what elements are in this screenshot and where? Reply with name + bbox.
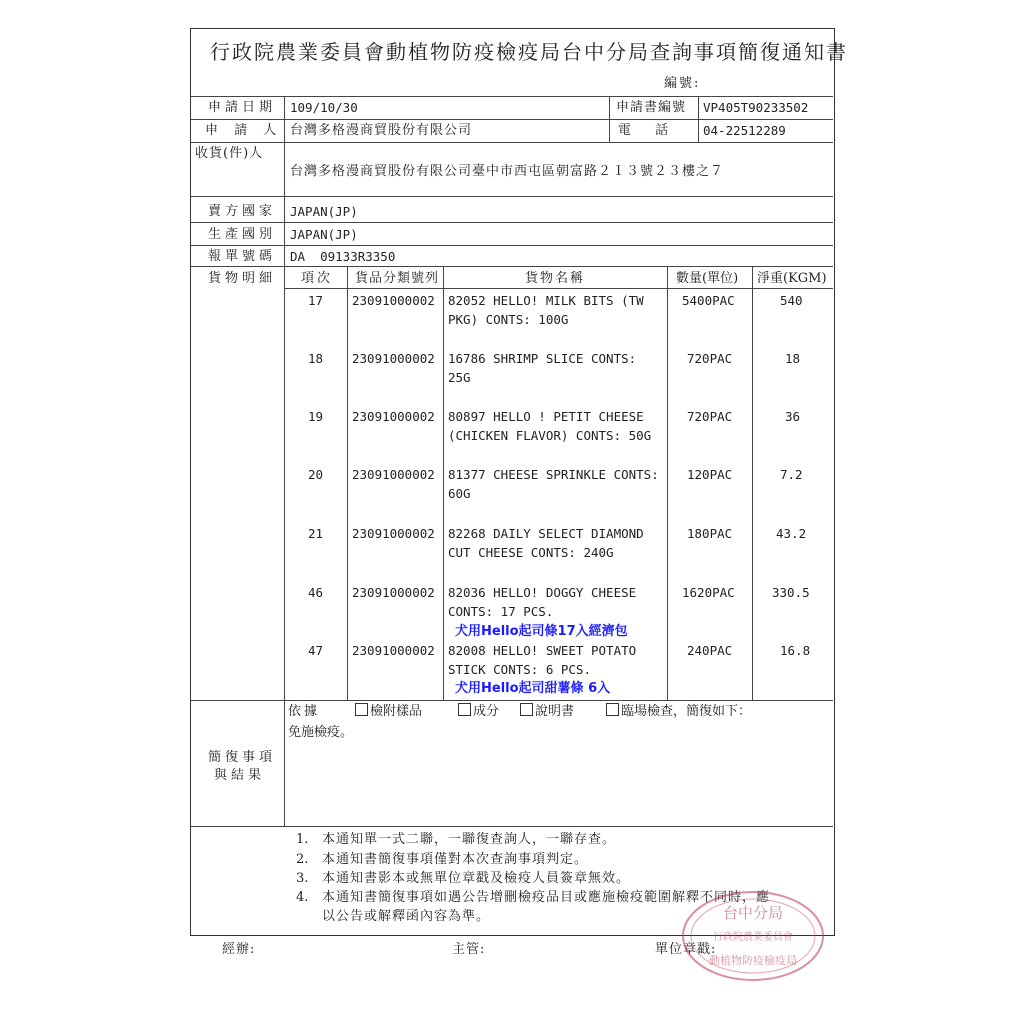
rule-v	[609, 97, 610, 143]
quantity: 240PAC	[687, 643, 733, 658]
note-text: 以公告或解釋函內容為準。	[322, 909, 491, 924]
note-number: 2.	[296, 852, 309, 867]
note-text: 本通知書簡復事項如遇公告增刪檢疫品目或應施檢疫範圍解釋不同時，應	[322, 890, 771, 905]
rule	[191, 266, 833, 267]
goods-name-line1: 82052 HELLO! MILK BITS (TW	[448, 293, 644, 308]
consignee-label: 收貨(件)人	[195, 146, 264, 161]
col-name-header: 貨物名稱	[525, 271, 586, 286]
option-sample: 檢附樣品	[355, 703, 422, 721]
rule	[191, 142, 833, 143]
rule	[191, 96, 833, 97]
quantity: 1620PAC	[682, 585, 735, 600]
quantity: 120PAC	[687, 467, 733, 482]
phone-value: 04-22512289	[703, 123, 786, 138]
net-weight: 36	[785, 409, 801, 424]
option-manual: 說明書	[520, 703, 574, 721]
seller-country-label: 賣方國家	[208, 204, 277, 219]
origin-country-value: JAPAN(JP)	[290, 227, 358, 242]
quantity: 720PAC	[687, 351, 733, 366]
note-text: 本通知單一式二聯，一聯復查詢人，一聯存查。	[322, 832, 617, 847]
goods-name-line2: CONTS: 17 PCS.	[448, 604, 554, 619]
goods-name-line2: 25G	[448, 370, 471, 385]
quantity: 5400PAC	[682, 293, 735, 308]
rule-v	[284, 97, 285, 827]
rule-v	[752, 266, 753, 700]
supervisor-label: 主管:	[452, 942, 486, 957]
stamp-line1: 台中分局	[722, 904, 784, 922]
rule	[191, 700, 833, 701]
apply-date-value: 109/10/30	[290, 100, 358, 115]
goods-name-line1: 82036 HELLO! DOGGY CHEESE	[448, 585, 637, 600]
goods-name-line2: PKG) CONTS: 100G	[448, 312, 569, 327]
net-weight: 330.5	[772, 585, 810, 600]
goods-name-line1: 16786 SHRIMP SLICE CONTS:	[448, 351, 637, 366]
note-number: 1.	[296, 832, 309, 847]
col-item-header: 項次	[301, 271, 334, 286]
item-number: 18	[308, 351, 324, 366]
goods-name-line2: STICK CONTS: 6 PCS.	[448, 662, 591, 677]
rule	[191, 196, 833, 197]
note-number: 3.	[296, 871, 309, 886]
option-ingredients: 成分	[458, 703, 499, 721]
basis-label: 依據	[288, 704, 321, 719]
item-number: 46	[308, 585, 324, 600]
goods-name-line1: 82268 DAILY SELECT DIAMOND	[448, 526, 644, 541]
rule	[191, 222, 833, 223]
form-no-value: VP405T90233502	[703, 100, 809, 115]
rule-v	[667, 266, 668, 700]
reply-section-label-2: 與結果	[214, 768, 266, 783]
col-code-header: 貨品分類號列	[355, 271, 440, 286]
net-weight: 540	[780, 293, 803, 308]
handwritten-note: 犬用Hello起司條17入經濟包	[455, 624, 628, 639]
rule	[191, 826, 833, 827]
applicant-value: 台灣多格漫商貿股份有限公司	[290, 123, 473, 138]
item-number: 20	[308, 467, 324, 482]
declaration-no-label: 報單號碼	[208, 249, 277, 264]
col-qty-header: 數量(單位)	[676, 271, 739, 286]
hs-code: 23091000002	[352, 467, 435, 482]
hs-code: 23091000002	[352, 351, 435, 366]
goods-name-line2: CUT CHEESE CONTS: 240G	[448, 545, 614, 560]
goods-name-line2: 60G	[448, 486, 471, 501]
applicant-label: 申 請 人	[205, 123, 283, 138]
declaration-no-value: DA 09133R3350	[290, 249, 396, 264]
goods-name-line1: 82008 HELLO! SWEET POTATO	[448, 643, 637, 658]
goods-name-line2: (CHICKEN FLAVOR) CONTS: 50G	[448, 428, 652, 443]
apply-date-label: 申請日期	[208, 100, 277, 115]
checkbox-icon	[458, 703, 471, 716]
checkbox-icon	[606, 703, 619, 716]
rule	[284, 288, 833, 289]
rule-v	[347, 266, 348, 700]
note-text: 本通知書影本或無單位章戳及檢疫人員簽章無效。	[322, 871, 631, 886]
item-number: 47	[308, 643, 324, 658]
hs-code: 23091000002	[352, 526, 435, 541]
item-number: 19	[308, 409, 324, 424]
option-onsite-inspection: 臨場檢查，簡復如下：	[606, 703, 751, 721]
checkbox-icon	[355, 703, 368, 716]
hs-code: 23091000002	[352, 409, 435, 424]
unit-seal-label: 單位章戳:	[655, 942, 717, 957]
rule-v	[443, 266, 444, 700]
reply-result: 免施檢疫。	[288, 725, 354, 740]
item-number: 21	[308, 526, 324, 541]
rule-v	[698, 97, 699, 143]
hs-code: 23091000002	[352, 585, 435, 600]
note-text: 本通知書簡復事項僅對本次查詢事項判定。	[322, 852, 589, 867]
form-no-label: 申請書編號	[616, 100, 687, 115]
stamp-line2: 行政院農業委員會	[713, 932, 793, 943]
stamp-line3: 動植物防疫檢疫局	[709, 954, 797, 967]
phone-label: 電 話	[618, 123, 679, 138]
net-weight: 18	[785, 351, 801, 366]
rule	[191, 245, 833, 246]
goods-name-line1: 80897 HELLO ! PETIT CHEESE	[448, 409, 644, 424]
rule	[191, 119, 833, 120]
doc-no-label: 編號:	[664, 76, 701, 91]
goods-name-line1: 81377 CHEESE SPRINKLE CONTS:	[448, 467, 659, 482]
hs-code: 23091000002	[352, 293, 435, 308]
net-weight: 16.8	[780, 643, 811, 658]
seller-country-value: JAPAN(JP)	[290, 204, 358, 219]
quantity: 180PAC	[687, 526, 733, 541]
quantity: 720PAC	[687, 409, 733, 424]
official-seal-stamp	[678, 888, 828, 983]
handwritten-note: 犬用Hello起司甜薯條 6入	[455, 681, 611, 696]
hs-code: 23091000002	[352, 643, 435, 658]
net-weight: 43.2	[776, 526, 807, 541]
document-title: 行政院農業委員會動植物防疫檢疫局台中分局查詢事項簡復通知書	[210, 40, 848, 64]
consignee-value: 台灣多格漫商貿股份有限公司臺中市西屯區朝富路２１３號２３樓之７	[290, 164, 725, 179]
origin-country-label: 生產國別	[208, 227, 277, 242]
checkbox-icon	[520, 703, 533, 716]
handler-label: 經辦:	[222, 942, 256, 957]
goods-section-label: 貨物明細	[208, 271, 277, 286]
net-weight: 7.2	[780, 467, 803, 482]
col-weight-header: 淨重(KGM)	[757, 271, 827, 286]
note-number: 4.	[296, 890, 309, 905]
item-number: 17	[308, 293, 324, 308]
reply-section-label-1: 簡復事項	[208, 750, 277, 765]
